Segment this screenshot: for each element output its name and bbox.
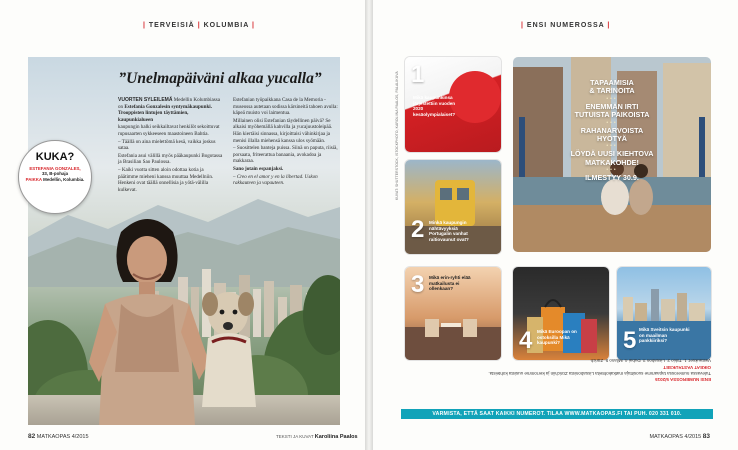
dog-illustration <box>188 282 268 412</box>
quiz-question: Mikä erin-ryhti elää matkailusta ei ollenkaan? <box>429 275 471 292</box>
quiz-question: Mikä Euroopan on ostoksilla Mikä kaupunki? <box>537 329 577 346</box>
cover-line: TAPAAMISIA <box>590 78 634 87</box>
cover-divider: ••• <box>606 143 618 150</box>
cover-line: MATKAKOHDE! <box>585 157 639 167</box>
vertical-photo-credit: KUVAT: SHUTTERSTOCK, ISTOCKPHOTO, KAROLIINA PAALOS, PALALIKUVA <box>395 71 399 200</box>
quiz-number: 2 <box>411 216 425 243</box>
answers-heading: ENSI NUMEROSSA 5/2015 <box>655 376 711 382</box>
section-name: ENSI NUMEROSSA <box>526 22 605 29</box>
article-headline: ”Unelmapäiväni alkaa yucalla” <box>118 70 322 87</box>
paragraph: – Suosittelen banteja puissa. Siinä on paputa, riisiä, porsaata, friteerattua banaania, avokadoa ja makkaraa. <box>233 145 338 165</box>
paragraph: kaupungin halki seikkailtavat henkilöt sekoittuvat rupusaarten sykkeeseen maastoineen Bahtia. <box>118 124 220 137</box>
next-issue-cover <box>513 57 711 252</box>
quiz-question: Mikä Sveitsin kaupunki on maailman pankkiiriksi? <box>639 327 690 344</box>
section-name: TERVEISIÄ <box>148 22 195 29</box>
paragraph: Sano jotain espanjaksi. <box>233 165 284 172</box>
quiz-card-2 <box>405 160 501 254</box>
quiz-number: 1 <box>411 61 425 88</box>
kuka-badge <box>18 140 92 214</box>
paragraph: Estefania asui välillä myös pääkaupunki Bogotassa ja Brasilian Sao Paulossa. <box>118 152 223 166</box>
cover-line: & TARINOITA <box>589 86 635 96</box>
quiz-card-5 <box>617 267 711 360</box>
left-page <box>0 0 365 450</box>
paragraph: – Täällä on aina mielettömä kesä, vaikka joskus sataa. <box>118 138 216 152</box>
cover-line: LÖYDÄ UUSI KIEHTOVA <box>570 149 654 159</box>
cover-line: TUTUISTA PAIKOISTA <box>574 110 650 120</box>
paragraph: – Creo en el amor y en la libertad. Uskon rakkauteen ja vapauteen. <box>233 173 318 187</box>
quiz-number: 5 <box>623 327 637 354</box>
photo-credit: TEKSTI JA KUVAT Karoliina Paalos <box>276 434 358 440</box>
answers-label: OIKEAT VASTAUKSET <box>663 364 711 370</box>
cover-divider: ••• <box>606 167 618 174</box>
right-page <box>373 0 738 450</box>
answers-intro: Tulevassa numerossa tapaamme suosittuja matkakohteita Lissabonista Zürichiin ja kerromme uusista kohteista. <box>488 370 711 376</box>
body-column-2 <box>233 97 338 194</box>
section-tag: | TERVEISIÄ | KOLUMBIA | <box>143 22 255 29</box>
kuka-place: PAIKKA Medellin, Kolumbia. <box>25 176 85 182</box>
quiz-card-3 <box>405 267 501 360</box>
paragraph: – Kaiki vuotta sitten aloin odottaa kotia ja päätimme mieheni kanssa muuttaa Medellniin. Henkeni ovat täällä onnellisia ja yötä-välilla kulkevat. <box>118 166 214 193</box>
subscribe-banner[interactable]: VARMISTA, ETTÄ SAAT KAIKKI NUMEROT. TILAA WWW.MATKAOPAS.FI TAI PUH. 020 331 010. <box>401 409 713 419</box>
kuka-title: KUKA? <box>35 151 75 163</box>
cover-divider: ••• <box>606 119 618 126</box>
quiz-question: Mikä kaupunkinsa järjestettiin vuoden 2020 kesäolympialaiset? <box>413 95 456 117</box>
answers-list: Vastaukset: 1. Tokio 2. Lissabon 3. Dubai 4. Milano 5. Zürich <box>590 358 711 364</box>
cover-line: ENEMMÄN IRTI <box>585 101 639 111</box>
upside-down-answers <box>401 357 711 382</box>
cover-line: HYÖTYÄ <box>597 134 627 144</box>
folio-left: 82 MATKAOPAS 4/2015 <box>28 433 89 440</box>
paragraph: Millainen olisi Estefanian täydellinen päivä? Se alkaisi myöhemällä kahvilla ja yucajuustoleipää. Hän kiertäisi sinnassa, kirjoittaisi vähinkirjaa ja menisi illalla miehensä kanssa ulos syömään. <box>233 117 333 144</box>
cover-line: RAHANARVOISTA <box>580 125 644 135</box>
quiz-number: 4 <box>519 327 533 354</box>
article-body <box>118 97 338 194</box>
body-column-1 <box>118 97 223 194</box>
section-sub: KOLUMBIA <box>203 22 250 29</box>
cover-divider: ••• <box>606 95 618 102</box>
section-tag: | ENSI NUMEROSSA | <box>521 22 611 29</box>
kuka-age: 33, B-pohaja <box>41 171 69 177</box>
cover-line: ILMESTYY 30.9. <box>585 173 639 183</box>
cover-headlines <box>513 79 711 183</box>
quiz-card-4 <box>513 267 609 360</box>
paragraph: Estefanian työpaikkana Casa de la Memoria -museossa autetaan sodissa kärsineitä tahoen avulla: käpeä muisto voi laimentua. <box>233 97 338 117</box>
paragraph: VUORTEN SYLEILEMÄ Medellin Kolumbiassa on Estefania Gonzalesin syntymäkaupunki. Trooppisten lintujen täyttämien, kaupunkialueen <box>118 97 220 123</box>
folio-right: MATKAOPAS 4/2015 83 <box>649 433 710 440</box>
quiz-question: Minkä kaupungin nähtävyyksiä Portugalin vanhat raitiovaunut ovat? <box>429 220 469 242</box>
quiz-number: 3 <box>411 271 425 298</box>
quiz-card-1 <box>405 57 501 152</box>
page-gutter <box>365 0 373 450</box>
kuka-name: ESTEFANIA GONZALES, <box>29 166 81 171</box>
